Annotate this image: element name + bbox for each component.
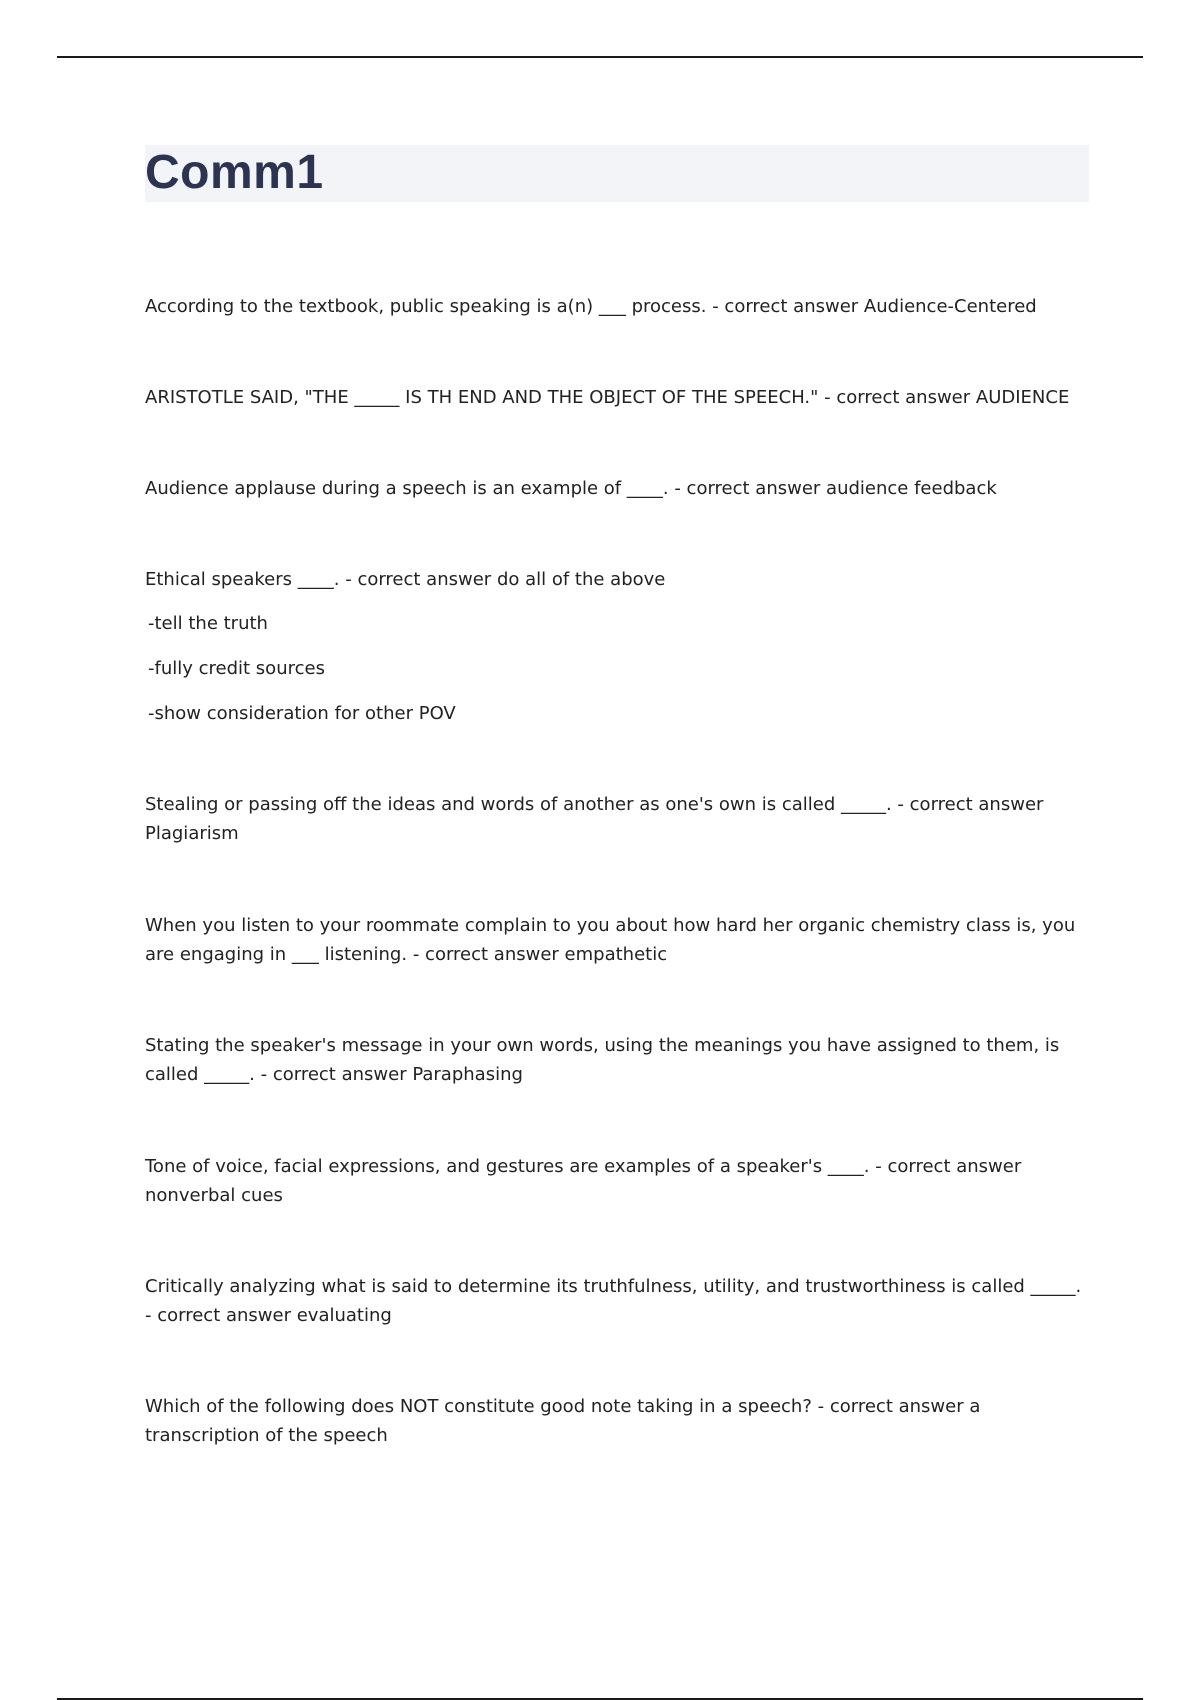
- answer-sub-item: -show consideration for other POV: [148, 703, 456, 724]
- header-rule: [57, 56, 1143, 58]
- separator: -: [668, 478, 687, 499]
- question-text: Tone of voice, facial expressions, and gestures are examples of a speaker's ____.: [145, 1156, 870, 1177]
- question-text: Stealing or passing off the ideas and words of another as one's own is called _____.: [145, 794, 892, 815]
- separator: -: [339, 569, 358, 590]
- qa-item: [145, 911, 1085, 969]
- separator: -: [145, 1305, 158, 1326]
- separator: -: [407, 944, 426, 965]
- question-text: According to the textbook, public speaking is a(n) ___ process.: [145, 296, 707, 317]
- qa-item: [145, 1152, 1085, 1210]
- answer-label: correct answer: [829, 1396, 964, 1417]
- qa-item: [145, 1272, 1085, 1330]
- answer-label: correct answer: [425, 944, 559, 965]
- qa-item: [145, 565, 1085, 594]
- answer-text: empathetic: [564, 944, 668, 965]
- document-title: Comm1: [145, 146, 324, 199]
- answer-label: correct answer: [357, 569, 492, 590]
- qa-item: [145, 790, 1085, 848]
- question-text: Which of the following does NOT constitute good note taking in a speech?: [145, 1396, 812, 1417]
- answer-text: AUDIENCE: [975, 387, 1070, 408]
- answer-label: correct answer: [836, 387, 971, 408]
- answer-label: correct answer: [272, 1064, 407, 1085]
- separator: -: [811, 1396, 830, 1417]
- answer-text: audience feedback: [826, 478, 997, 499]
- separator: -: [869, 1156, 888, 1177]
- answer-label: correct answer: [724, 296, 859, 317]
- qa-item: [145, 1031, 1085, 1089]
- answer-label: correct answer: [157, 1305, 291, 1326]
- answer-text: Audience-Centered: [863, 296, 1037, 317]
- qa-item: [145, 383, 1085, 412]
- question-text: When you listen to your roommate complain to you about how hard her organic chemistry class is, you are engaging in ___ listening.: [145, 915, 1076, 965]
- question-text: ARISTOTLE SAID, "THE _____ IS TH END AND THE OBJECT OF THE SPEECH.": [145, 387, 819, 408]
- answer-label: correct answer: [887, 1156, 1022, 1177]
- answer-label: correct answer: [686, 478, 821, 499]
- separator: -: [891, 794, 910, 815]
- answer-text: evaluating: [296, 1305, 392, 1326]
- answer-label: correct answer: [909, 794, 1044, 815]
- question-text: Critically analyzing what is said to determine its truthfulness, utility, and trustworthiness is called _____.: [145, 1276, 1082, 1297]
- separator: -: [254, 1064, 273, 1085]
- qa-item: [145, 292, 1085, 321]
- answer-text: do all of the above: [496, 569, 666, 590]
- answer-sub-item: -tell the truth: [148, 613, 268, 634]
- qa-item: [145, 1392, 1085, 1450]
- answer-text: a transcription of the speech: [145, 1396, 981, 1446]
- answer-sub-item: -fully credit sources: [148, 658, 325, 679]
- question-text: Stating the speaker's message in your own words, using the meanings you have assigned to them, is called _____.: [145, 1035, 1060, 1085]
- qa-item: [145, 474, 1085, 503]
- answer-text: Paraphasing: [412, 1064, 523, 1085]
- separator: -: [818, 387, 837, 408]
- answer-text: Plagiarism: [145, 823, 239, 844]
- answer-text: nonverbal cues: [145, 1185, 283, 1206]
- question-text: Audience applause during a speech is an example of ____.: [145, 478, 669, 499]
- separator: -: [706, 296, 725, 317]
- question-text: Ethical speakers ____.: [145, 569, 340, 590]
